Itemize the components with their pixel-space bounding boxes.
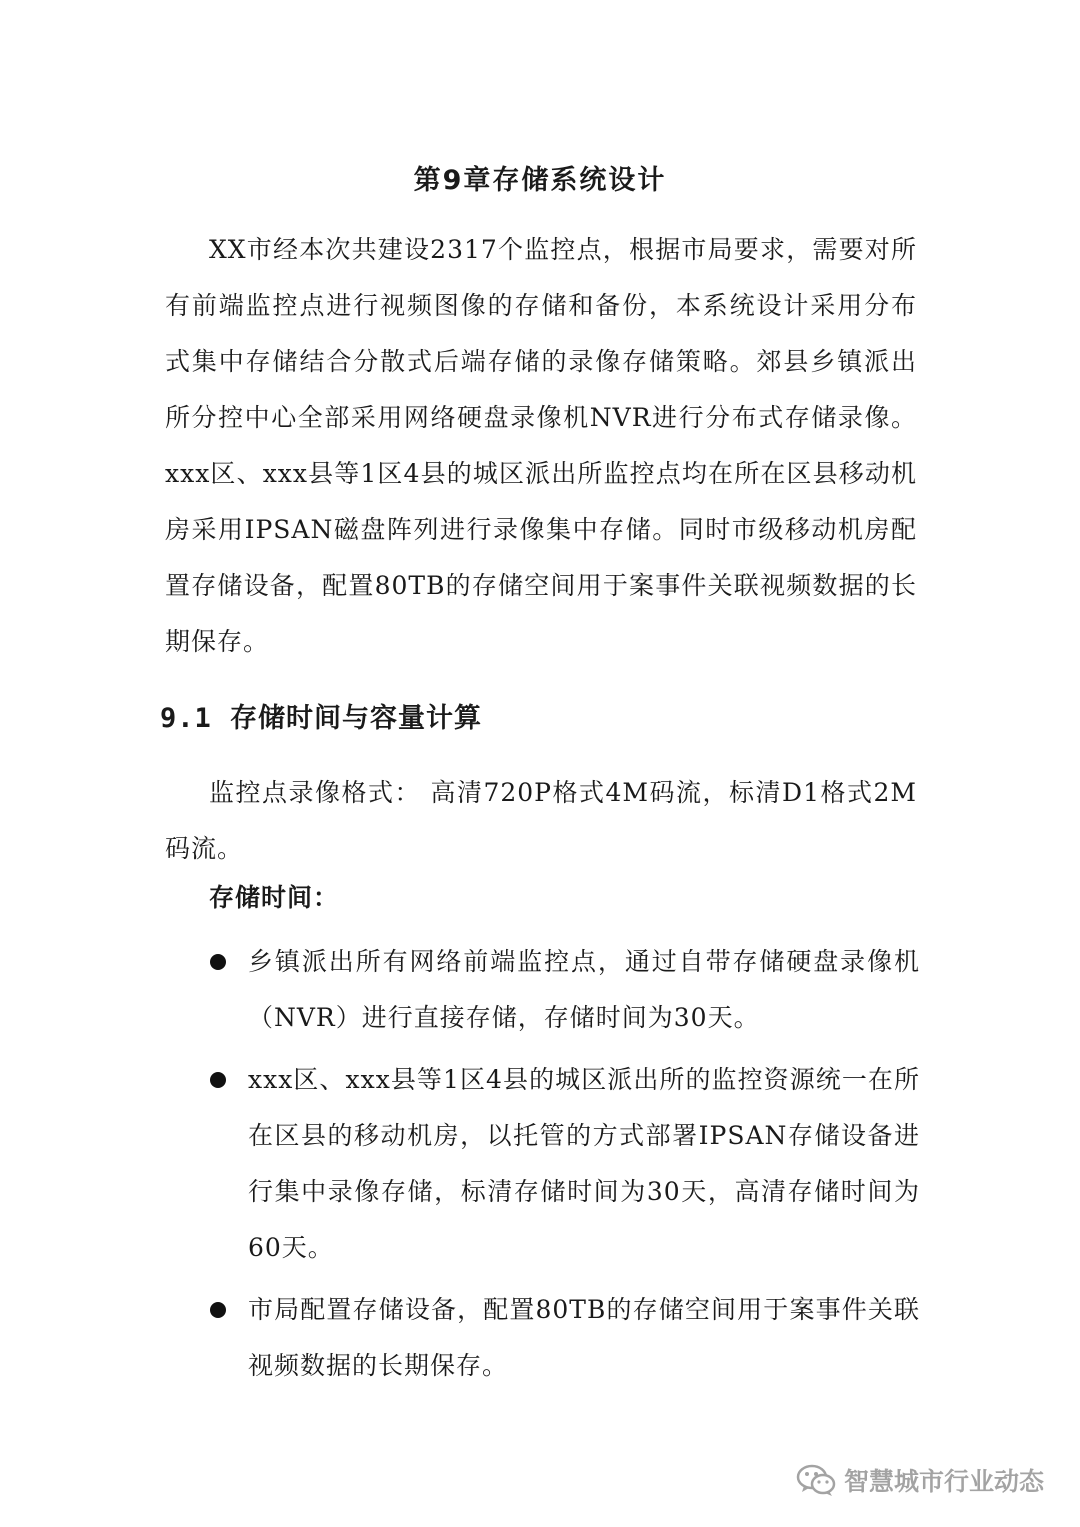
list-item [200,1052,920,1276]
section-number: 9.1 [160,703,212,734]
bullet-icon [210,1302,226,1318]
wechat-icon [796,1463,836,1497]
section-title: 存储时间与容量计算 [230,703,482,734]
storage-time-label: 存储时间： [209,883,340,912]
list-item-text: 市局配置存储设备，配置80TB的存储空间用于案事件关联视频数据的长期保存。 [248,1295,920,1380]
chapter-title: 第9章存储系统设计 [413,165,667,196]
list-item-text: 乡镇派出所有网络前端监控点，通过自带存储硬盘录像机（NVR）进行直接存储，存储时间为30天。 [248,947,920,1032]
intro-paragraph: XX市经本次共建设2317个监控点，根据市局要求，需要对所有前端监控点进行视频图像的存储和备份，本系统设计采用分布式集中存储结合分散式后端存储的录像存储策略。郊县乡镇派出所分控中心全部采用网络硬盘录像机NVR进行分布式存储录像。xxx区、xxx县等1区4县的城区派出所监控点均在所在区县移动机房采用IPSAN磁盘阵列进行录像集中存储。同时市级移动机房配置存储设备，配置80TB的存储空间用于案事件关联视频数据的长期保存。 [165,235,917,656]
watermark [796,1462,1044,1498]
list-item [200,934,920,1046]
watermark-text: 智慧城市行业动态 [843,1467,1044,1496]
format-paragraph: 监控点录像格式： 高清720P格式4M码流，标清D1格式2M码流。 [165,778,917,863]
bullet-icon [210,1072,226,1088]
storage-time-list [200,934,920,1400]
section-heading [160,696,482,735]
list-item-text: xxx区、xxx县等1区4县的城区派出所的监控资源统一在所在区县的移动机房，以托管的方式部署IPSAN存储设备进行集中录像存储，标清存储时间为30天，高清存储时间为60天。 [248,1065,920,1262]
bullet-icon [210,954,226,970]
list-item [200,1282,920,1394]
